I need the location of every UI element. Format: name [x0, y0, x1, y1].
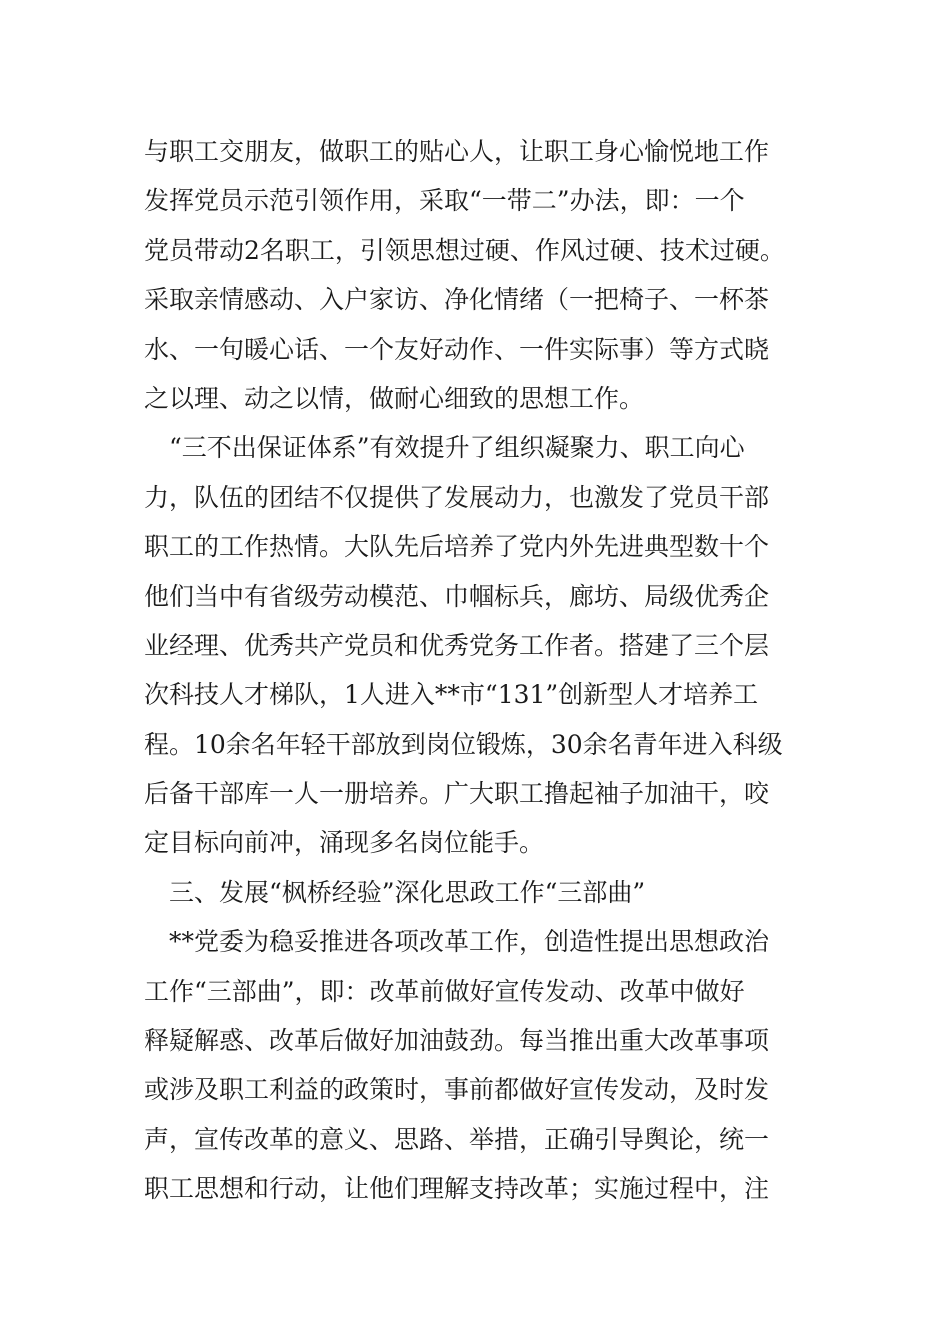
text-line: 职工思想和行动，让他们理解支持改革；实施过程中，注 [144, 1174, 770, 1204]
text-line: 他们当中有省级劳动模范、巾帼标兵，廊坊、局级优秀企 [144, 581, 770, 611]
text-line: 次科技人才梯队，1人进入**市“131”创新型人才培养工 [144, 680, 759, 710]
text-line: 水、一句暖心话、一个友好动作、一件实际事）等方式晓 [144, 334, 770, 364]
paragraph-start-line: “三不出保证体系”有效提升了组织凝聚力、职工向心 [144, 433, 745, 463]
text-line: 职工的工作热情。大队先后培养了党内外先进典型数十个 [144, 532, 770, 562]
document-body [144, 127, 844, 1214]
text-line: 之以理、动之以情，做耐心细致的思想工作。 [144, 383, 645, 413]
text-line: 定目标向前冲，涌现多名岗位能手。 [144, 828, 545, 858]
text-line: 或涉及职工利益的政策时，事前都做好宣传发动，及时发 [144, 1075, 770, 1105]
text-line: 业经理、优秀共产党员和优秀党务工作者。搭建了三个层 [144, 630, 770, 660]
text-line: 释疑解惑、改革后做好加油鼓劲。每当推出重大改革事项 [144, 1026, 770, 1056]
text-line: 党员带动2名职工，引领思想过硬、作风过硬、技术过硬。 [144, 235, 785, 265]
text-line: 力，队伍的团结不仅提供了发展动力，也激发了党员干部 [144, 482, 770, 512]
paragraph-start-line: **党委为稳妥推进各项改革工作，创造性提出思想政治 [144, 927, 770, 957]
text-line: 后备干部库一人一册培养。广大职工撸起袖子加油干，咬 [144, 779, 770, 809]
text-line: 发挥党员示范引领作用，采取“一带二”办法，即：一个 [144, 186, 745, 216]
text-line: 工作“三部曲”，即：改革前做好宣传发动、改革中做好 [144, 976, 745, 1006]
text-line: 与职工交朋友，做职工的贴心人，让职工身心愉悦地工作 [144, 137, 770, 166]
section-heading: 三、发展“枫桥经验”深化思政工作“三部曲” [144, 877, 646, 907]
text-line: 程。10余名年轻干部放到岗位锻炼，30余名青年进入科级 [144, 729, 783, 759]
text-line: 采取亲情感动、入户家访、净化情绪（一把椅子、一杯茶 [144, 285, 770, 315]
text-line: 声，宣传改革的意义、思路、举措，正确引导舆论，统一 [144, 1124, 770, 1154]
